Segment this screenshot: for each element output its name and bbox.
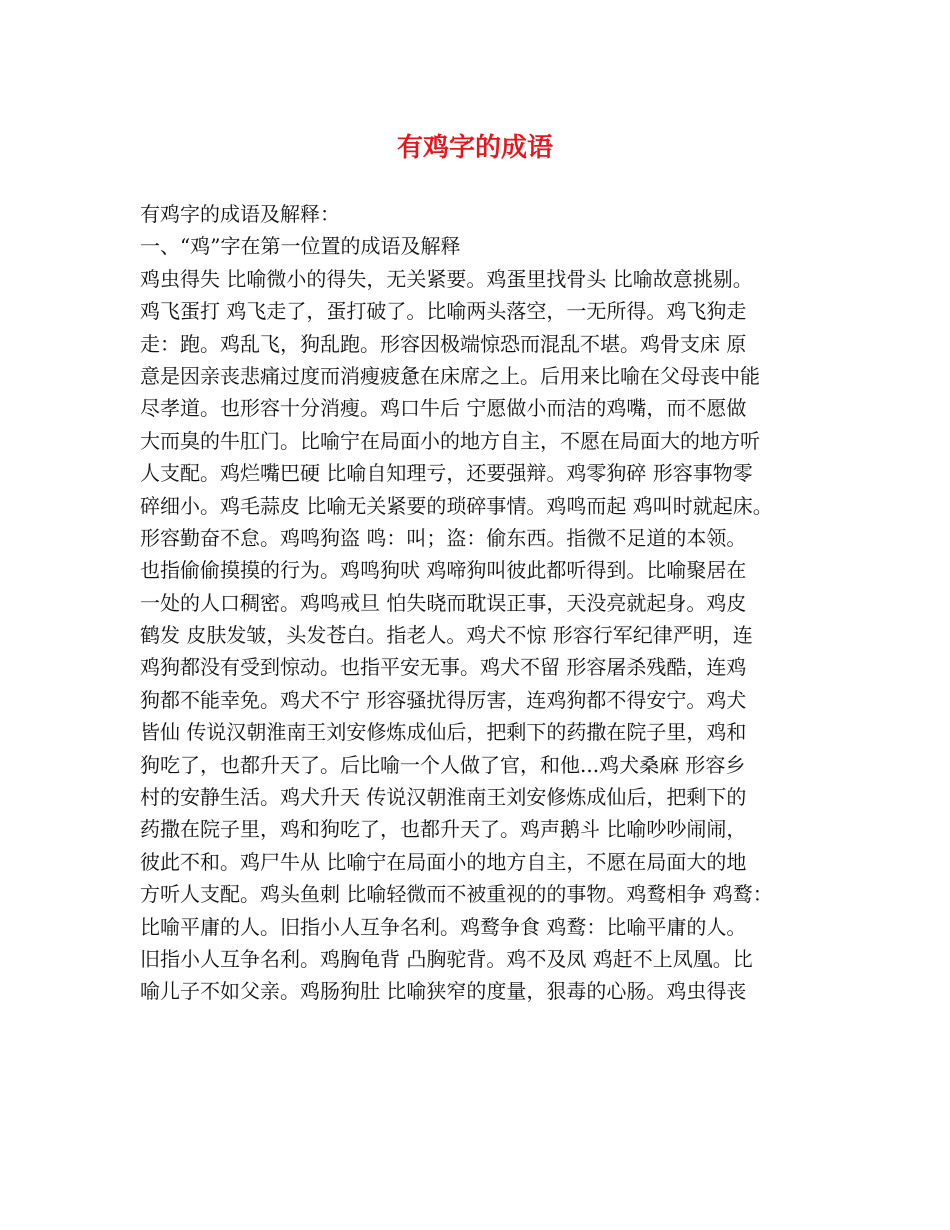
text-line: 狗都不能幸免。鸡犬不宁 形容骚扰得厉害，连鸡狗都不得安宁。鸡犬 bbox=[140, 687, 747, 712]
text-line: 也指偷偷摸摸的行为。鸡鸣狗吠 鸡啼狗叫彼此都听得到。比喻聚居在 bbox=[140, 558, 747, 583]
text-line: 鸡狗都没有受到惊动。也指平安无事。鸡犬不留 形容屠杀残酷，连鸡 bbox=[140, 655, 747, 680]
text-line: 皆仙 传说汉朝淮南王刘安修炼成仙后，把剩下的药撒在院子里，鸡和 bbox=[140, 720, 747, 745]
text-line: 尽孝道。也形容十分消瘦。鸡口牛后 宁愿做小而洁的鸡嘴，而不愿做 bbox=[140, 396, 747, 421]
text-line: 大而臭的牛肛门。比喻宁在局面小的地方自主，不愿在局面大的地方听 bbox=[140, 428, 760, 453]
text-line: 彼此不和。鸡尸牛从 比喻宁在局面小的地方自主，不愿在局面大的地 bbox=[140, 849, 747, 874]
text-line: 村的安静生活。鸡犬升天 传说汉朝淮南王刘安修炼成仙后，把剩下的 bbox=[140, 785, 747, 810]
text-line: 碎细小。鸡毛蒜皮 比喻无关紧要的琐碎事情。鸡鸣而起 鸡叫时就起床。 bbox=[140, 493, 773, 518]
text-line: 比喻平庸的人。旧指小人互争名利。鸡鹜争食 鸡鹜：比喻平庸的人。 bbox=[140, 914, 747, 939]
text-line: 旧指小人互争名利。鸡胸龟背 凸胸驼背。鸡不及凤 鸡赶不上凤凰。比 bbox=[140, 946, 753, 971]
text-line: 狗吃了，也都升天了。后比喻一个人做了官，和他...鸡犬桑麻 形容乡 bbox=[140, 752, 746, 777]
text-line: 鹤发 皮肤发皱，头发苍白。指老人。鸡犬不惊 形容行军纪律严明，连 bbox=[140, 623, 753, 648]
text-line: 形容勤奋不怠。鸡鸣狗盗 鸣：叫；盗：偷东西。指微不足道的本领。 bbox=[140, 525, 747, 550]
document-body bbox=[140, 198, 830, 1008]
text-line: 方听人支配。鸡头鱼刺 比喻轻微而不被重视的的事物。鸡鹜相争 鸡鹜： bbox=[140, 882, 773, 907]
text-line: 走：跑。鸡乱飞，狗乱跑。形容因极端惊恐而混乱不堪。鸡骨支床 原 bbox=[140, 331, 747, 356]
text-line: 喻儿子不如父亲。鸡肠狗肚 比喻狭窄的度量，狠毒的心肠。鸡虫得丧 bbox=[140, 979, 747, 1004]
text-line: 一、“鸡”字在第一位置的成语及解释 bbox=[140, 234, 461, 259]
text-line: 人支配。鸡烂嘴巴硬 比喻自知理亏，还要强辩。鸡零狗碎 形容事物零 bbox=[140, 461, 753, 486]
text-line: 有鸡字的成语及解释： bbox=[140, 202, 340, 226]
document-title: 有鸡字的成语 bbox=[396, 133, 553, 163]
text-line: 鸡虫得失 比喻微小的得失，无关紧要。鸡蛋里找骨头 比喻故意挑剔。 bbox=[140, 266, 753, 291]
text-line: 药撒在院子里，鸡和狗吃了，也都升天了。鸡声鹅斗 比喻吵吵闹闹， bbox=[140, 817, 747, 842]
text-line: 一处的人口稠密。鸡鸣戒旦 怕失晓而耽误正事，天没亮就起身。鸡皮 bbox=[140, 590, 747, 615]
text-line: 意是因亲丧悲痛过度而消瘦疲惫在床席之上。后用来比喻在父母丧中能 bbox=[140, 363, 760, 388]
text-line: 鸡飞蛋打 鸡飞走了，蛋打破了。比喻两头落空，一无所得。鸡飞狗走 bbox=[140, 299, 747, 324]
